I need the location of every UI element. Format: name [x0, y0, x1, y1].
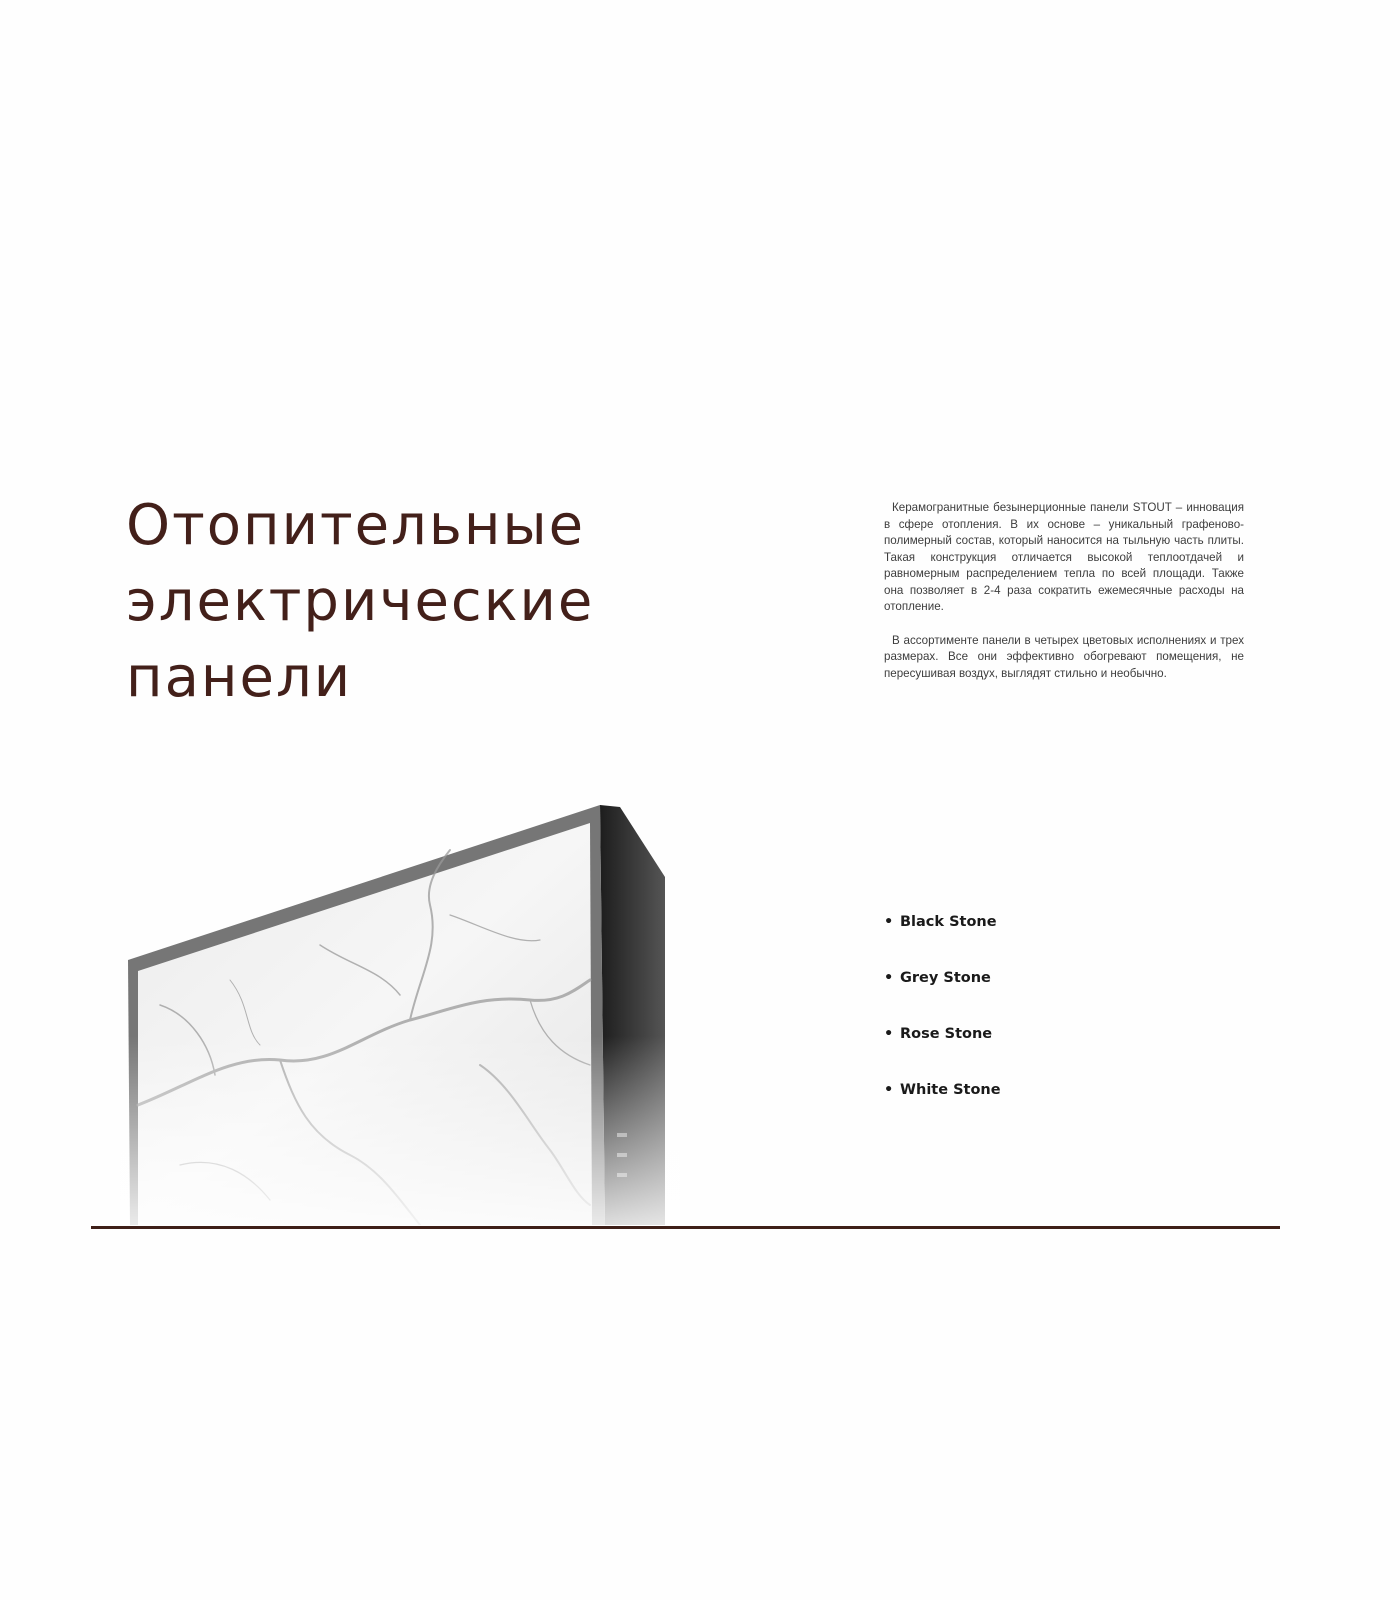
- bullet-icon: •: [884, 1026, 894, 1042]
- title-line-1: Отопительные: [126, 493, 586, 558]
- horizontal-divider: [91, 1226, 1280, 1229]
- bullet-icon: •: [884, 970, 894, 986]
- variant-label: White Stone: [900, 1082, 1001, 1098]
- variant-label: Rose Stone: [900, 1026, 993, 1042]
- description-paragraph-1: Керамогранитные безынерционные панели STOUT – инновация в сфере отопления. В их основе – уникальный графеново-полимерный состав, который наносится на тыльную часть плиты. Такая конструкция отличается высокой теплоотдачей и равномерным распределением тепла по всей площади. Также она позволяет в 2-4 раза сократить ежемесячные расходы на отопление.: [884, 501, 1244, 613]
- variant-grey-stone: [884, 970, 1001, 1026]
- variant-white-stone: [884, 1082, 1001, 1138]
- title-line-2: электрические: [126, 569, 595, 634]
- description-paragraph-2: В ассортименте панели в четырех цветовых исполнениях и трех размерах. Все они эффективно обогревают помещения, не пересушивая воздух, выглядят стильно и необычно.: [884, 633, 1244, 680]
- variant-black-stone: [884, 914, 1001, 970]
- page-title: [126, 488, 594, 716]
- product-description: [884, 500, 1244, 699]
- variant-rose-stone: [884, 1026, 1001, 1082]
- bullet-icon: •: [884, 1082, 894, 1098]
- bullet-icon: •: [884, 914, 894, 930]
- heating-panel-illustration: [120, 805, 680, 1225]
- variant-label: Grey Stone: [900, 970, 991, 986]
- color-variants-list: [884, 914, 1001, 1138]
- variant-label: Black Stone: [900, 914, 997, 930]
- title-line-3: панели: [126, 645, 353, 710]
